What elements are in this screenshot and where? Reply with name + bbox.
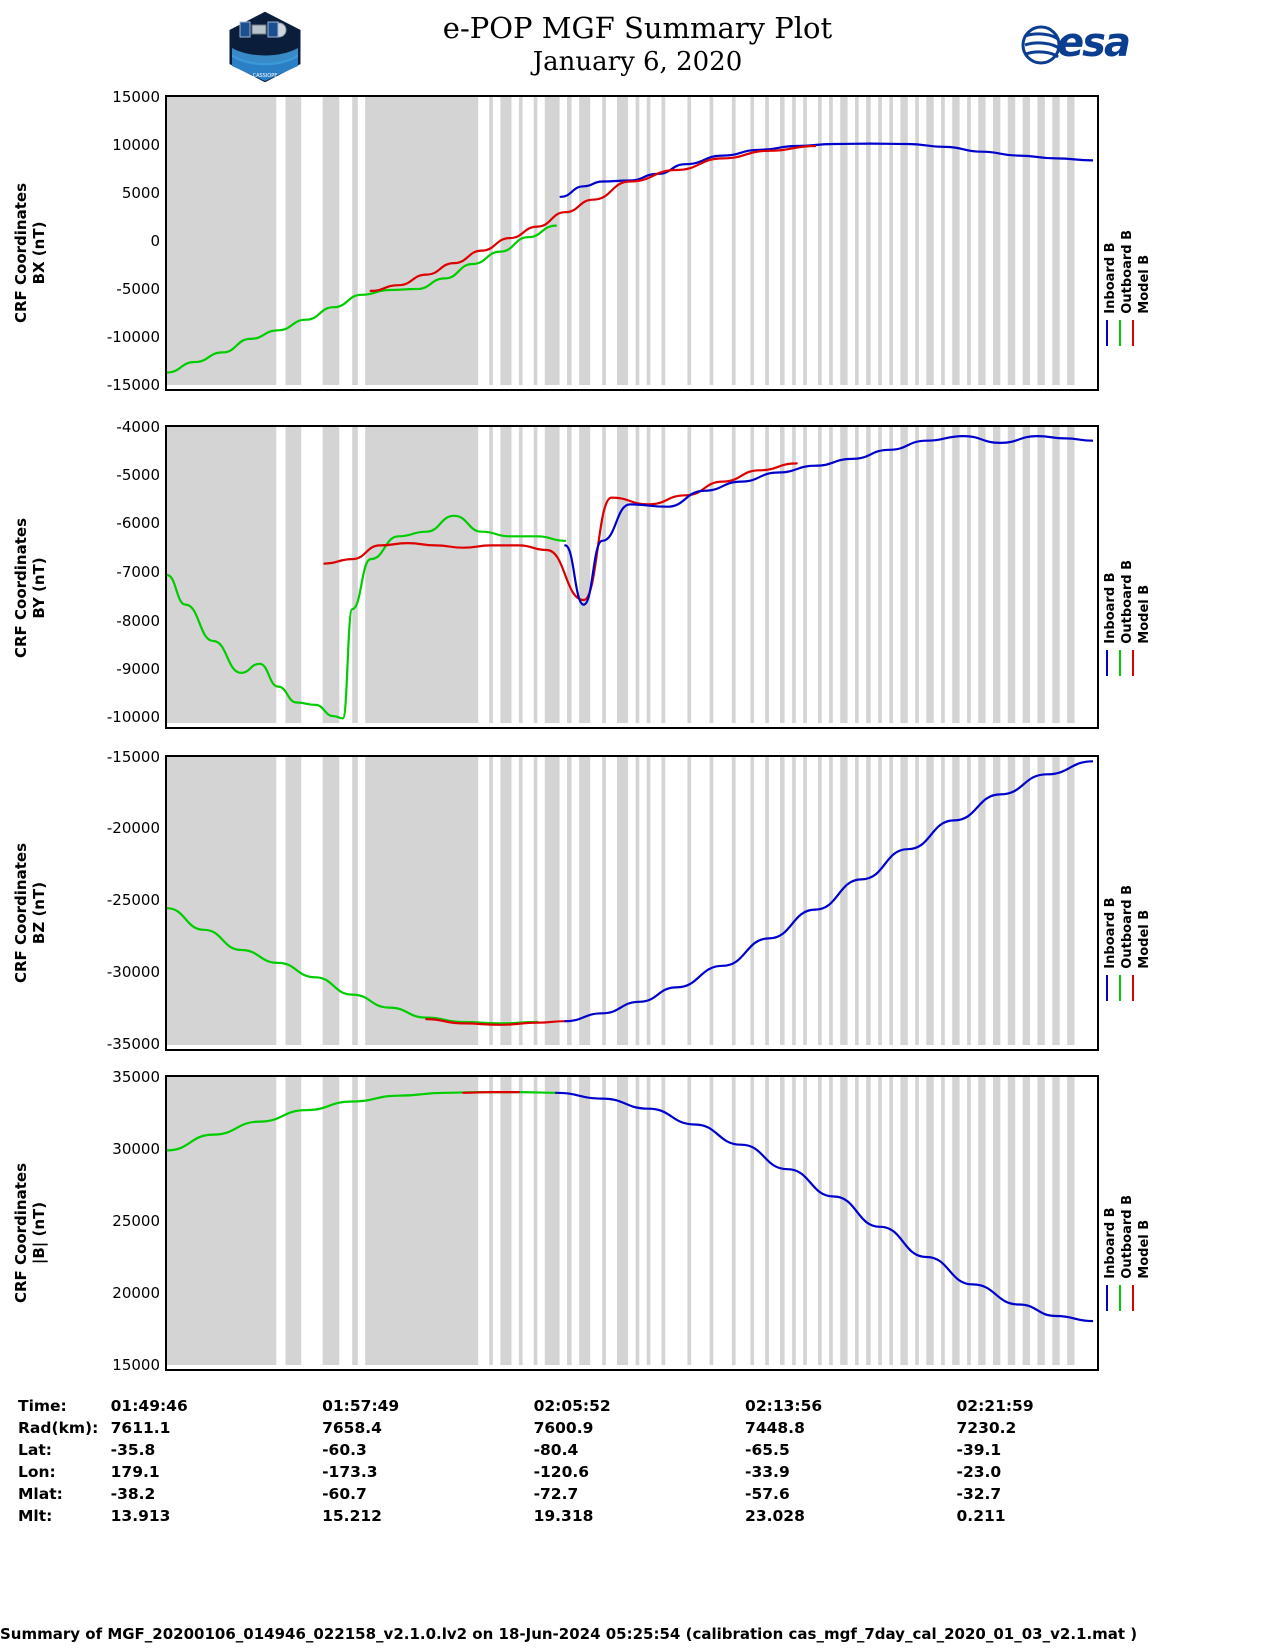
- data-gap-band: [993, 97, 1000, 385]
- data-gap-band: [710, 427, 714, 723]
- data-gap-band: [952, 757, 959, 1045]
- data-gap-band: [617, 757, 628, 1045]
- ephemeris-value: -80.4: [533, 1441, 579, 1459]
- data-gap-band: [662, 757, 666, 1045]
- data-gap-band: [647, 97, 651, 385]
- data-gap-band: [967, 427, 971, 723]
- data-gap-band: [352, 427, 358, 723]
- legend-swatch-outboard: [1119, 975, 1121, 1001]
- data-gap-band: [1067, 427, 1074, 723]
- data-gap-band: [352, 757, 358, 1045]
- legend-swatch-inboard: [1106, 320, 1108, 346]
- ephemeris-value: 01:49:46: [110, 1397, 188, 1415]
- ephemeris-value: -35.8: [110, 1441, 156, 1459]
- legend-swatch-inboard: [1106, 1285, 1108, 1311]
- data-gap-band: [941, 427, 945, 723]
- legend-swatches: [1106, 1285, 1152, 1311]
- data-gap-band: [1023, 1077, 1030, 1365]
- data-gap-band: [602, 1077, 606, 1365]
- data-gap-band: [286, 1077, 302, 1365]
- data-gap-band: [534, 1077, 538, 1365]
- data-gap-band: [687, 427, 691, 723]
- data-gap-band: [489, 757, 493, 1045]
- data-gap-band: [352, 97, 358, 385]
- data-gap-band: [567, 97, 572, 385]
- data-gap-band: [780, 1077, 785, 1365]
- data-gap-band: [662, 1077, 666, 1365]
- data-gap-band: [803, 97, 807, 385]
- title-line-1: e-POP MGF Summary Plot: [442, 11, 833, 45]
- data-gap-band: [519, 427, 523, 723]
- legend-label-outboard: Outboard B: [1120, 560, 1135, 644]
- data-gap-band: [545, 1077, 560, 1365]
- data-gap-band: [534, 757, 538, 1045]
- data-gap-band: [352, 1077, 358, 1365]
- data-gap-band: [803, 757, 807, 1045]
- data-gap-band: [567, 757, 572, 1045]
- data-gap-band: [1067, 1077, 1074, 1365]
- data-gap-band: [915, 97, 919, 385]
- legend-swatch-outboard: [1119, 320, 1121, 346]
- data-gap-band: [941, 97, 945, 385]
- ephemeris-value: -57.6: [745, 1485, 790, 1503]
- data-gap-band: [780, 757, 785, 1045]
- epop-mission-logo-icon: [222, 8, 308, 86]
- panel-bmag-yticks: 35000 30000 25000 20000 15000: [112, 1068, 160, 1374]
- data-gap-band: [602, 757, 606, 1045]
- panel-by-yticks: -4000 -5000 -6000 -7000 -8000 -9000 -10000: [106, 418, 160, 726]
- data-gap-band: [732, 427, 736, 723]
- data-gap-band: [647, 1077, 651, 1365]
- ephemeris-value: 19.318: [533, 1507, 594, 1525]
- data-gap-band: [567, 427, 572, 723]
- ephemeris-value: 7658.4: [322, 1419, 382, 1437]
- data-gap-band: [602, 427, 606, 723]
- data-gap-band: [993, 757, 1000, 1045]
- legend-swatches: [1106, 650, 1152, 676]
- data-gap-band: [750, 757, 754, 1045]
- data-gap-band: [780, 97, 785, 385]
- data-gap-band: [1008, 427, 1015, 723]
- data-gap-band: [545, 97, 560, 385]
- data-gap-band: [978, 1077, 985, 1365]
- data-gap-band: [993, 427, 1000, 723]
- ephemeris-row-label: Mlt:: [18, 1507, 53, 1525]
- data-gap-band: [365, 427, 478, 723]
- data-gap-band: [900, 97, 907, 385]
- data-gap-band: [855, 427, 859, 723]
- data-gap-band: [1067, 757, 1074, 1045]
- data-gap-band: [1067, 97, 1074, 385]
- ephemeris-value: 02:05:52: [533, 1397, 611, 1415]
- data-gap-band: [519, 757, 523, 1045]
- ephemeris-value: -65.5: [745, 1441, 790, 1459]
- data-gap-band: [765, 1077, 769, 1365]
- ephemeris-value: -39.1: [956, 1441, 1002, 1459]
- data-gap-band: [1052, 97, 1059, 385]
- ephemeris-value: 179.1: [110, 1463, 160, 1481]
- panel-bz-ylabel: CRF Coordinates BZ (nT): [12, 843, 48, 983]
- data-gap-band: [829, 97, 833, 385]
- ephemeris-row-label: Rad(km):: [18, 1419, 99, 1437]
- data-gap-band: [617, 427, 628, 723]
- data-gap-band: [855, 757, 859, 1045]
- ephemeris-value: -173.3: [322, 1463, 378, 1481]
- legend-label-outboard: Outboard B: [1120, 230, 1135, 314]
- data-gap-band: [365, 757, 478, 1045]
- legend-swatch-model: [1132, 1285, 1134, 1311]
- data-gap-band: [750, 1077, 754, 1365]
- data-gap-band: [662, 97, 666, 385]
- data-gap-band: [323, 1077, 340, 1365]
- data-gap-band: [1037, 427, 1044, 723]
- panel-bz-yticks: -15000 -20000 -25000 -30000 -35000: [106, 748, 160, 1053]
- legend-label-model: Model B: [1137, 909, 1152, 969]
- esa-wordmark: esa: [1057, 20, 1129, 66]
- data-gap-band: [687, 757, 691, 1045]
- data-gap-band: [889, 97, 893, 385]
- panel-bmag-plot-area: [165, 1075, 1099, 1371]
- ephemeris-value: 13.913: [110, 1507, 171, 1525]
- data-gap-band: [1037, 1077, 1044, 1365]
- data-gap-band: [365, 1077, 478, 1365]
- data-gap-band: [1023, 757, 1030, 1045]
- data-gap-band: [1008, 97, 1015, 385]
- ephemeris-value: -32.7: [956, 1485, 1002, 1503]
- data-gap-band: [978, 97, 985, 385]
- data-gap-band: [978, 427, 985, 723]
- ephemeris-row-label: Mlat:: [18, 1485, 63, 1503]
- data-gap-band: [1037, 97, 1044, 385]
- data-gap-band: [878, 1077, 882, 1365]
- data-gap-band: [636, 1077, 640, 1365]
- data-gap-band: [840, 1077, 847, 1365]
- data-gap-band: [647, 427, 651, 723]
- data-gap-band: [519, 1077, 523, 1365]
- data-gap-band: [500, 1077, 511, 1365]
- svg-text:CASSIOPE: CASSIOPE: [252, 73, 278, 79]
- data-gap-band: [617, 1077, 628, 1365]
- data-gap-band: [1037, 757, 1044, 1045]
- data-gap-band: [167, 97, 276, 385]
- data-gap-band: [803, 1077, 807, 1365]
- data-gap-band: [878, 97, 882, 385]
- legend-swatch-inboard: [1106, 975, 1108, 1001]
- data-gap-band: [500, 757, 511, 1045]
- data-gap-band: [579, 757, 590, 1045]
- data-gap-band: [489, 427, 493, 723]
- ephemeris-value: -38.2: [110, 1485, 156, 1503]
- panel-bz-legend: [1103, 885, 1152, 1001]
- ephemeris-row: [18, 1439, 1168, 1461]
- data-gap-band: [167, 427, 276, 723]
- data-gap-band: [1052, 1077, 1059, 1365]
- legend-label-model: Model B: [1137, 1219, 1152, 1279]
- data-gap-band: [926, 1077, 933, 1365]
- ephemeris-value: 02:13:56: [745, 1397, 823, 1415]
- data-gap-band: [617, 97, 628, 385]
- data-gap-band: [636, 97, 640, 385]
- ephemeris-value: 0.211: [956, 1507, 1006, 1525]
- ephemeris-row: [18, 1483, 1168, 1505]
- data-gap-band: [803, 427, 807, 723]
- panel-by-legend: [1103, 560, 1152, 676]
- data-gap-band: [889, 427, 893, 723]
- ephemeris-value: 7230.2: [956, 1419, 1017, 1437]
- data-gap-band: [915, 757, 919, 1045]
- data-gap-band: [710, 757, 714, 1045]
- ephemeris-value: 02:21:59: [956, 1397, 1034, 1415]
- ephemeris-value: -60.3: [322, 1441, 367, 1459]
- data-gap-band: [662, 427, 666, 723]
- panel-bx-ylabel: CRF Coordinates BX (nT): [12, 183, 48, 323]
- data-gap-band: [889, 757, 893, 1045]
- data-gap-band: [687, 97, 691, 385]
- data-gap-band: [323, 427, 340, 723]
- ephemeris-value: -60.7: [322, 1485, 367, 1503]
- data-gap-band: [818, 1077, 822, 1365]
- data-gap-band: [792, 97, 796, 385]
- ephemeris-value: 15.212: [322, 1507, 382, 1525]
- ephemeris-value: 01:57:49: [322, 1397, 400, 1415]
- data-gap-band: [1023, 427, 1030, 723]
- data-gap-band: [167, 757, 276, 1045]
- data-gap-band: [866, 97, 871, 385]
- ephemeris-value: 7448.8: [745, 1419, 805, 1437]
- data-gap-band: [952, 97, 959, 385]
- legend-swatches: [1106, 320, 1152, 346]
- data-gap-band: [545, 757, 560, 1045]
- footer-caption: Summary of MGF_20200106_014946_022158_v2.1.0.lv2 on 18-Jun-2024 05:25:54 (calibration cas_mgf_7day_cal_2020_01_03_v2.1.mat ): [0, 1625, 1138, 1643]
- data-gap-band: [732, 757, 736, 1045]
- data-gap-band: [967, 97, 971, 385]
- data-gap-band: [915, 1077, 919, 1365]
- data-gap-band: [1023, 97, 1030, 385]
- legend-swatch-outboard: [1119, 1285, 1121, 1311]
- data-gap-band: [1052, 427, 1059, 723]
- data-gap-band: [941, 1077, 945, 1365]
- data-gap-band: [489, 1077, 493, 1365]
- data-gap-band: [915, 427, 919, 723]
- data-gap-band: [840, 97, 847, 385]
- ephemeris-value: -33.9: [745, 1463, 790, 1481]
- data-gap-band: [926, 97, 933, 385]
- ephemeris-row: [18, 1461, 1168, 1483]
- data-gap-band: [967, 1077, 971, 1365]
- legend-label-inboard: Inboard B: [1103, 242, 1118, 314]
- ephemeris-row: [18, 1395, 1168, 1417]
- data-gap-band: [900, 427, 907, 723]
- data-gap-band: [500, 97, 511, 385]
- data-gap-band: [866, 1077, 871, 1365]
- page-header: [0, 0, 1275, 92]
- ephemeris-table: [18, 1395, 1263, 1527]
- data-gap-band: [636, 427, 640, 723]
- data-gap-band: [792, 757, 796, 1045]
- data-gap-band: [489, 97, 493, 385]
- data-gap-band: [818, 97, 822, 385]
- data-gap-band: [818, 757, 822, 1045]
- data-gap-band: [765, 427, 769, 723]
- legend-label-outboard: Outboard B: [1120, 1195, 1135, 1279]
- data-gap-band: [765, 97, 769, 385]
- legend-label-outboard: Outboard B: [1120, 885, 1135, 969]
- data-gap-band: [866, 757, 871, 1045]
- data-gap-band: [855, 97, 859, 385]
- data-gap-band: [1008, 1077, 1015, 1365]
- ephemeris-value: 23.028: [745, 1507, 805, 1525]
- data-gap-band: [840, 427, 847, 723]
- data-gap-band: [567, 1077, 572, 1365]
- data-gap-band: [323, 97, 340, 385]
- ephemeris-row-label: Lat:: [18, 1441, 52, 1459]
- data-gap-band: [710, 1077, 714, 1365]
- ephemeris-value: 7611.1: [110, 1419, 171, 1437]
- data-gap-band: [545, 427, 560, 723]
- data-gap-band: [732, 1077, 736, 1365]
- ephemeris-row-label: Lon:: [18, 1463, 56, 1481]
- data-gap-band: [900, 1077, 907, 1365]
- data-gap-band: [323, 757, 340, 1045]
- legend-label-inboard: Inboard B: [1103, 572, 1118, 644]
- panel-bmag-legend: [1103, 1195, 1152, 1311]
- data-gap-band: [286, 97, 302, 385]
- data-gap-band: [829, 1077, 833, 1365]
- title-line-2: January 6, 2020: [532, 47, 743, 78]
- data-gap-band: [687, 1077, 691, 1365]
- legend-swatch-model: [1132, 975, 1134, 1001]
- legend-swatch-inboard: [1106, 650, 1108, 676]
- data-gap-band: [710, 97, 714, 385]
- data-gap-band: [167, 1077, 276, 1365]
- data-gap-band: [840, 757, 847, 1045]
- ephemeris-row-label: Time:: [18, 1397, 67, 1415]
- data-gap-band: [579, 97, 590, 385]
- panel-by-ylabel: CRF Coordinates BY (nT): [12, 518, 48, 658]
- data-gap-band: [750, 97, 754, 385]
- panel-bmag: [0, 1068, 1275, 1375]
- esa-logo-icon: [1019, 22, 1147, 68]
- ephemeris-value: -120.6: [533, 1463, 590, 1481]
- data-gap-band: [900, 757, 907, 1045]
- data-gap-band: [286, 757, 302, 1045]
- data-gap-band: [967, 757, 971, 1045]
- data-gap-band: [1052, 757, 1059, 1045]
- ephemeris-value: 7600.9: [533, 1419, 594, 1437]
- data-gap-band: [818, 427, 822, 723]
- data-gap-band: [732, 97, 736, 385]
- data-gap-band: [765, 757, 769, 1045]
- data-gap-band: [941, 757, 945, 1045]
- ephemeris-row: [18, 1505, 1168, 1527]
- data-gap-band: [952, 427, 959, 723]
- data-gap-band: [866, 427, 871, 723]
- data-gap-band: [993, 1077, 1000, 1365]
- legend-swatch-model: [1132, 650, 1134, 676]
- panel-bx-legend: [1103, 230, 1152, 346]
- data-gap-band: [952, 1077, 959, 1365]
- panel-bz: [0, 748, 1275, 1055]
- panel-by: [0, 418, 1275, 735]
- legend-label-inboard: Inboard B: [1103, 897, 1118, 969]
- data-gap-band: [792, 1077, 796, 1365]
- legend-label-model: Model B: [1137, 254, 1152, 314]
- data-gap-band: [1008, 757, 1015, 1045]
- data-gap-band: [878, 427, 882, 723]
- data-gap-band: [878, 757, 882, 1045]
- ephemeris-row: [18, 1417, 1168, 1439]
- legend-swatches: [1106, 975, 1152, 1001]
- ephemeris-value: -72.7: [533, 1485, 579, 1503]
- panel-by-plot-area: [165, 425, 1099, 729]
- series-line-model-b: [463, 1092, 519, 1093]
- data-gap-band: [286, 427, 302, 723]
- data-gap-band: [926, 427, 933, 723]
- data-gap-band: [855, 1077, 859, 1365]
- panel-bz-plot-area: [165, 755, 1099, 1051]
- ephemeris-value: -23.0: [956, 1463, 1002, 1481]
- data-gap-band: [829, 427, 833, 723]
- data-gap-band: [579, 427, 590, 723]
- panel-bx-plot-area: [165, 95, 1099, 391]
- legend-label-model: Model B: [1137, 584, 1152, 644]
- data-gap-band: [500, 427, 511, 723]
- data-gap-band: [889, 1077, 893, 1365]
- legend-label-inboard: Inboard B: [1103, 1207, 1118, 1279]
- data-gap-band: [926, 757, 933, 1045]
- data-gap-band: [602, 97, 606, 385]
- panel-bx: [0, 88, 1275, 395]
- panel-bx-yticks: 15000 10000 5000 0 -5000 -10000 -15000: [106, 88, 160, 394]
- data-gap-band: [534, 97, 538, 385]
- data-gap-band: [579, 1077, 590, 1365]
- legend-swatch-model: [1132, 320, 1134, 346]
- legend-swatch-outboard: [1119, 650, 1121, 676]
- data-gap-band: [534, 427, 538, 723]
- panel-bmag-ylabel: CRF Coordinates |B| (nT): [12, 1163, 48, 1303]
- data-gap-band: [365, 97, 478, 385]
